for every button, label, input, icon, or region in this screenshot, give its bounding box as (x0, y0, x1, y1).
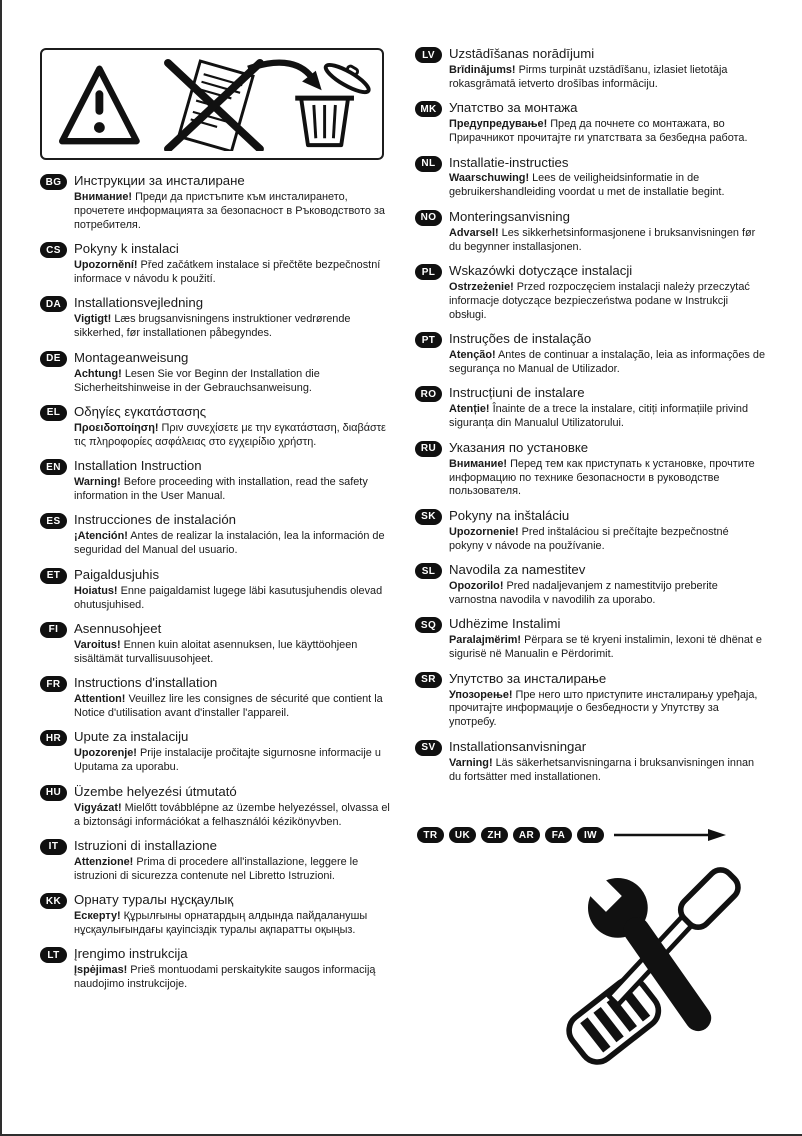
lang-badge-bg: BG (40, 174, 67, 190)
language-entry-lt (40, 946, 393, 992)
language-entry-sk (415, 508, 766, 554)
language-body (74, 191, 393, 233)
language-title: Installationsanvisningar (449, 738, 587, 754)
lang-badge-zh: ZH (481, 827, 508, 843)
lang-badge-iw: IW (577, 827, 604, 843)
lang-badge-de: DE (40, 351, 67, 367)
language-entry-no (415, 209, 766, 255)
lang-badge-fi: FI (40, 622, 67, 638)
language-title: Istruzioni di installazione (74, 837, 217, 853)
lang-badge-sr: SR (415, 672, 442, 688)
long-right-arrow-icon (614, 828, 726, 842)
warning-word: Atenție! (449, 403, 490, 416)
body-text: Antes de continuar a instalação, leia as informações de segurança no Manual de Utilizador. (449, 349, 765, 375)
language-title: Οδηγίες εγκατάστασης (74, 403, 207, 419)
warning-word: ¡Atención! (74, 530, 128, 543)
lang-badge-nl: NL (415, 156, 442, 172)
lang-badge-lv: LV (415, 47, 442, 63)
warning-word: Vigtigt! (74, 313, 112, 326)
right-language-list (415, 46, 766, 793)
language-entry-pt (415, 331, 766, 377)
language-title: Įrengimo instrukcija (74, 946, 188, 962)
warning-word: Hoiatus! (74, 584, 118, 597)
language-title: Upute za instalaciju (74, 729, 189, 745)
language-title: Udhëzime Instalimi (449, 616, 561, 632)
lang-badge-pt: PT (415, 332, 442, 348)
language-title: Installation Instruction (74, 458, 202, 474)
body-text: Πριν συνεχίσετε με την εγκατάσταση, διαβάστε τις πληροφορίες ασφάλειας στο εγχειρίδιο χρήστη. (74, 421, 386, 448)
warning-word: Opozorilo! (449, 580, 504, 592)
lang-badge-ro: RO (415, 386, 442, 402)
lang-badge-en: EN (40, 459, 67, 475)
language-title: Installatie-instructies (449, 154, 569, 170)
warning-word: Advarsel! (449, 226, 499, 239)
language-entry-sv (415, 739, 766, 785)
language-body (449, 227, 766, 255)
right-column (415, 46, 766, 1065)
language-title: Pokyny k instalaci (74, 241, 179, 257)
body-text: Prieš montuodami perskaitykite saugos informaciją naudojimo instrukcijoje. (74, 964, 376, 991)
language-title: Asennusohjeet (74, 620, 162, 636)
language-entry-fr (40, 675, 393, 721)
warning-word: Внимание! (449, 457, 508, 470)
language-body (449, 526, 766, 554)
lang-badge-da: DA (40, 296, 67, 312)
warning-word: Paralajmërim! (449, 634, 522, 647)
language-body (449, 458, 766, 500)
lang-badge-el: EL (40, 405, 67, 421)
warning-word: Vigyázat! (74, 801, 122, 814)
language-title: Uzstādīšanas norādījumi (449, 46, 595, 61)
language-title: Instruções de instalação (449, 331, 592, 347)
language-body (74, 585, 393, 613)
body-text: Pred inštaláciou si prečítajte bezpečnostné pokyny v návode na používanie. (449, 525, 729, 552)
lang-badge-es: ES (40, 513, 67, 529)
body-text: Antes de realizar la instalación, lea la información de seguridad del Manual del usuario. (74, 530, 385, 557)
language-body (449, 403, 766, 431)
wrench-screwdriver-illustration-svg (560, 859, 756, 1065)
language-entry-bg (40, 173, 393, 233)
lang-badge-lt: LT (40, 947, 67, 963)
screwdriver-handle-icon (676, 865, 743, 932)
language-title: Installationsvejledning (74, 295, 204, 311)
language-title: Paigaldusjuhis (74, 566, 160, 582)
warning-triangle-icon (62, 69, 136, 141)
body-text: Before proceeding with installation, read the safety information in the User Manual. (74, 476, 368, 502)
body-text: Пред да почнете со монтажата, во Прирачникот прочитајте ги упатствата за безбедна работа. (449, 118, 748, 145)
language-body (449, 172, 766, 200)
body-text: Перед тем как приступать к установке, прочтите информацию по технике безопасности в руководстве пользователя. (449, 457, 755, 498)
language-body (449, 580, 766, 608)
language-body (74, 856, 393, 884)
language-body (74, 313, 393, 341)
body-text: Lesen Sie vor Beginn der Installation die Sicherheitshinweise in der Gebrauchsanweisung. (74, 367, 320, 394)
language-title: Instructions d'installation (74, 675, 218, 691)
warning-word: Упозорење! (449, 688, 513, 701)
lang-badge-kk: KK (40, 893, 67, 909)
body-text: Læs brugsanvisningens instruktioner vedrørende sikkerhed, før installationen påbegyndes. (74, 313, 351, 340)
body-text: Enne paigaldamist lugege läbi kasutusjuhendis olevad ohutusjuhised. (74, 584, 383, 611)
warning-word: Varning! (449, 756, 493, 769)
warning-word: Brīdinājums! (449, 63, 516, 76)
warning-word: Atenção! (449, 349, 496, 362)
language-body (449, 64, 766, 92)
left-language-list (40, 173, 393, 1001)
language-entry-es (40, 512, 393, 558)
language-entry-nl (415, 155, 766, 201)
language-body (449, 689, 766, 731)
crossed-manual-icon (168, 61, 260, 151)
body-text: Prije instalacije pročitajte sigurnosne informacije u Uputama za uporabu. (74, 747, 381, 774)
warning-word: Внимание! (74, 190, 133, 203)
lang-badge-fa: FA (545, 827, 572, 843)
language-entry-pl (415, 263, 766, 323)
warning-word: Attention! (74, 693, 126, 706)
language-entry-lv (415, 46, 766, 92)
warning-word: Įspėjimas! (74, 964, 128, 977)
lang-badge-ru: RU (415, 441, 442, 457)
language-title: Wskazówki dotyczące instalacji (449, 263, 633, 278)
language-entry-da (40, 295, 393, 341)
language-body (74, 910, 393, 938)
language-body (449, 757, 766, 785)
language-entry-ru (415, 440, 766, 500)
language-title: Instrucciones de instalación (74, 512, 237, 528)
language-title: Упутство за инсталирање (449, 670, 607, 686)
warning-word: Upozornenie! (449, 525, 519, 538)
language-body (74, 639, 393, 667)
language-body (74, 530, 393, 558)
body-text: Prima di procedere all'installazione, leggere le istruzioni di sicurezza contenute nel Libretto Istruzioni. (74, 855, 359, 882)
language-body (74, 368, 393, 396)
body-text: Пре него што приступите инсталирању уређаја, прочитајте информације о безбедности у Упутству за употребу. (449, 688, 758, 729)
other-language-badges (417, 827, 604, 843)
language-body (74, 259, 393, 287)
lang-badge-sl: SL (415, 563, 442, 579)
language-entry-et (40, 567, 393, 613)
language-entry-kk (40, 892, 393, 938)
left-column (40, 46, 393, 1065)
language-entry-fi (40, 621, 393, 667)
lang-badge-pl: PL (415, 264, 442, 280)
body-text: Lees de veiligheidsinformatie in de gebruikershandleiding voordat u met de installatie begint. (449, 172, 725, 199)
language-entry-en (40, 458, 393, 504)
language-entry-sr (415, 671, 766, 731)
warning-word: Upozornění! (74, 259, 138, 272)
tools-illustration (415, 859, 766, 1065)
language-body (74, 802, 393, 830)
warning-word: Waarschuwing! (449, 172, 530, 185)
language-entry-de (40, 350, 393, 396)
body-text: Przed rozpoczęciem instalacji należy przeczytać informacje dotyczące bezpieczeństwa podane w Instrukcji obsługi. (449, 280, 750, 321)
language-body (74, 693, 393, 721)
grip-pad-icon (562, 973, 665, 1066)
body-text: Les sikkerhetsinformasjonene i bruksanvisningen før du begynner installasjonen. (449, 226, 756, 253)
body-text: Înainte de a trece la instalare, citiți informațiile privind siguranța din Manualul Utilizatorului. (449, 403, 749, 430)
warning-word: Achtung! (74, 367, 122, 380)
body-text: Läs säkerhetsanvisningarna i bruksanvisningen innan du fortsätter med installationen. (449, 756, 755, 783)
body-text: Mielőtt továbblépne az üzembe helyezéssel, olvassa el a biztonsági információkat a felhasználói kézikönyvben. (74, 801, 390, 828)
warning-word: Upozorenje! (74, 747, 137, 760)
lang-badge-sv: SV (415, 740, 442, 756)
language-entry-el (40, 404, 393, 450)
body-text: Ennen kuin aloitat asennuksen, lue käyttöohjeen sisältämät turvallisuusohjeet. (74, 638, 358, 665)
language-body (449, 118, 766, 146)
lang-badge-cs: CS (40, 242, 67, 258)
language-body (449, 281, 766, 323)
language-title: Instrucțiuni de instalare (449, 385, 585, 401)
language-title: Montageanweisung (74, 349, 189, 365)
body-text: Pred nadaljevanjem z namestitvijo preberite varnostna navodila v navodilih za uporabo. (449, 580, 718, 606)
body-text: Përpara se të kryeni instalimin, lexoni të dhënat e sigurisë në Manualin e Përdorimit. (449, 634, 762, 661)
lang-badge-et: ET (40, 568, 67, 584)
language-entry-it (40, 838, 393, 884)
language-entry-mk (415, 100, 766, 146)
lang-badge-tr: TR (417, 827, 444, 843)
language-title: Navodila za namestitev (449, 562, 586, 578)
language-body (74, 964, 393, 992)
other-languages-row (417, 827, 766, 843)
two-column-layout (40, 46, 766, 1065)
warning-word: Varoitus! (74, 638, 121, 651)
lang-badge-uk: UK (449, 827, 476, 843)
warning-word: Warning! (74, 476, 121, 489)
lang-badge-sk: SK (415, 509, 442, 525)
body-text: Před začátkem instalace si přečtěte bezpečnostní informace v návodu k použití. (74, 259, 381, 285)
language-body (449, 349, 766, 377)
language-title: Орнату туралы нұсқаулық (74, 892, 234, 908)
lang-badge-it: IT (40, 839, 67, 855)
language-title: Pokyny na inštaláciu (449, 507, 570, 523)
body-text: Pirms turpināt uzstādīšanu, izlasiet lietotāja rokasgrāmatā ietverto drošības informāciju. (449, 63, 728, 90)
lang-badge-sq: SQ (415, 617, 442, 633)
language-body (74, 476, 393, 504)
arrow-to-trash-icon (248, 63, 321, 91)
language-entry-sq (415, 616, 766, 662)
language-entry-sl (415, 562, 766, 608)
warning-word: Предупредување! (449, 118, 548, 131)
warning-word: Προειδοποίηση! (74, 421, 159, 434)
language-title: Üzembe helyezési útmutató (74, 783, 237, 799)
language-body (449, 634, 766, 662)
language-title: Указания по установке (449, 439, 589, 455)
language-body (74, 747, 393, 775)
lang-badge-hu: HU (40, 785, 67, 801)
discard-manual-illustration (40, 48, 384, 160)
language-title: Monteringsanvisning (449, 208, 570, 224)
language-title: Упатство за монтажа (449, 100, 578, 116)
lang-badge-fr: FR (40, 676, 67, 692)
lang-badge-hr: HR (40, 730, 67, 746)
body-text: Преди да пристъпите към инсталирането, прочетете информацията за безопасност в Ръководството за потребителя. (74, 190, 385, 231)
warning-word: Ескерту! (74, 910, 121, 923)
body-text: Құрылғыны орнатардың алдында пайдаланушы нұсқаулығындағы қауіпсіздік туралы ақпаратты оқыңыз. (74, 910, 368, 936)
language-entry-ro (415, 385, 766, 431)
lang-badge-no: NO (415, 210, 442, 226)
language-body (74, 422, 393, 450)
language-title: Инструкции за инсталиране (74, 173, 245, 188)
body-text: Veuillez lire les consignes de sécurité que contient la Notice d'utilisation avant d'installer l'appareil. (74, 693, 383, 719)
language-entry-cs (40, 241, 393, 287)
lang-badge-ar: AR (513, 827, 540, 843)
warning-word: Ostrzeżenie! (449, 280, 514, 293)
language-entry-hu (40, 784, 393, 830)
warning-word: Attenzione! (74, 855, 134, 868)
warning-discard-illustration-svg (50, 57, 374, 151)
lang-badge-mk: MK (415, 101, 442, 117)
language-entry-hr (40, 729, 393, 775)
